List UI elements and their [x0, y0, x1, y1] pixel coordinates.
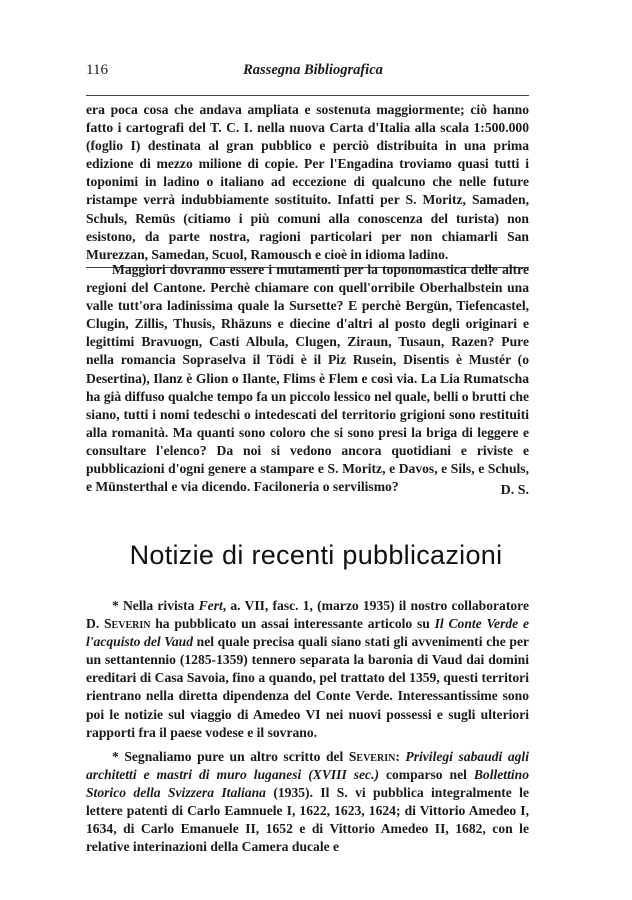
journal-name: Fert — [198, 598, 223, 613]
paragraph: era poca cosa che andava ampliata e sostenuta maggiormente; ciò hanno fatto i cartografi del T. C. I. nella nuova Carta d'Italia alla scala 1:500.000 (foglio I) destinata al gran pubblico e perciò distribuita in una prima edizione di mezzo milione di copie. Per l'Engadina troviamo quasi tutti i toponimi in ladino o italiano ad eccezione di qualcuno che nelle future ristampe verrà indubbiamente sostituito. Infatti per S. Moritz, Samaden, Schuls, Remüs (citiamo i più comuni alla conoscenza del turista) non esistono, da parte nostra, ragioni particolari per non chiamarli San Murezzan, Samedan, Scuol, Ramousch e cioè in idioma ladino. — [86, 102, 529, 262]
running-header — [86, 62, 540, 82]
notice-1: * Nella rivista Fert, a. VII, fasc. 1, (marzo 1935) il nostro collaboratore D. Severin ha pubblicato un assai interessante articolo su Il Conte Verde e l'acquisto del Vaud nel quale precisa quali siano stati gli avvenimenti che per un settantennio (1285-1359) tennero separata la baronia di Vaud dai domini ereditari di Casa Savoia, fino a quando, pel trattato del 1359, questi territori rientrano nella diretta dipendenza del Conte Verde. Interessantissime sono poi le notizie sul viaggio di Amedeo VI nei nuovi possessi e sugli ulteriori rapporti fra il paese vodese e il sovrano. — [86, 598, 530, 740]
work-title: Privilegi sabaudi agli architetti e mastri di muro luganesi (XVIII sec.) — [86, 748, 529, 782]
author-name: Severin — [348, 748, 396, 764]
section-title: Notizie di recenti pubblicazioni — [129, 540, 503, 570]
running-title: Rassegna Bibliografica — [243, 62, 383, 78]
notice-2: * Segnaliamo pure un altro scritto del Severin: Privilegi sabaudi agli architetti e mastri di muro luganesi (XVIII sec.) comparso nel Bollettino Storico della Svizzera Italiana (1935). Il S. vi pubblica integralmente le lettere patenti di Carlo Eamnuele I, 1622, 1623, 1624; di Vittorio Amedeo I, 1634, di Carlo Emanuele II, 1652 e di Vittorio Amedeo II, 1682, con le relative interinazioni della Camera ducale e — [86, 748, 529, 855]
author-name: Severin — [104, 616, 151, 632]
header-rule — [86, 95, 529, 96]
notice-list — [86, 597, 529, 856]
paragraph: Maggiori dovranno essere i mutamenti per la toponomastica delle altre regioni del Cantone. Perchè chiamare con quell'orribile Oberhalbstein una valle tutt'ora ladinissima quale la Sursette? E perchè Bergün, Tiefencastel, Clugin, Zillis, Thusis, Rhäzuns e diecine d'altri al posto degli originari e legittimi Bravuogn, Casti Albula, Clugen, Ziraun, Tusaun, Razen? Pure nella romancia Sopraselva il Tödi è il Piz Rusein, Disentis è Mustér (o Desertina), Ilanz è Glion o Ilante, Flims è Flem e così via. La Lia Rumatscha ha già diffuso qualche tempo fa un piccolo lessico nel quale, belli o brutti che siano, tutti i nomi tedeschi o intedescati del territorio grigioni sono restituiti alla romanità. Ma quanti sono coloro che si sono presi la briga di leggere e consultare l'elenco? Da noi si vedono ancora quotidiani e riviste e pubblicazioni d'ogni genere a stampare e S. Moritz, e Davos, e Sils, e Schuls, e Münsterthal e via dicendo. Faciloneria o servilismo? — [86, 262, 529, 495]
bulletin-title: Bollettino Storico della Svizzera Italiana — [86, 766, 529, 800]
signature: D. S. — [500, 483, 529, 498]
page-number: 116 — [86, 62, 108, 78]
article-paragraph-block — [86, 261, 529, 496]
article-continuation — [86, 101, 529, 264]
article-title: Il Conte Verde e l'acquisto del Vaud — [86, 616, 530, 650]
